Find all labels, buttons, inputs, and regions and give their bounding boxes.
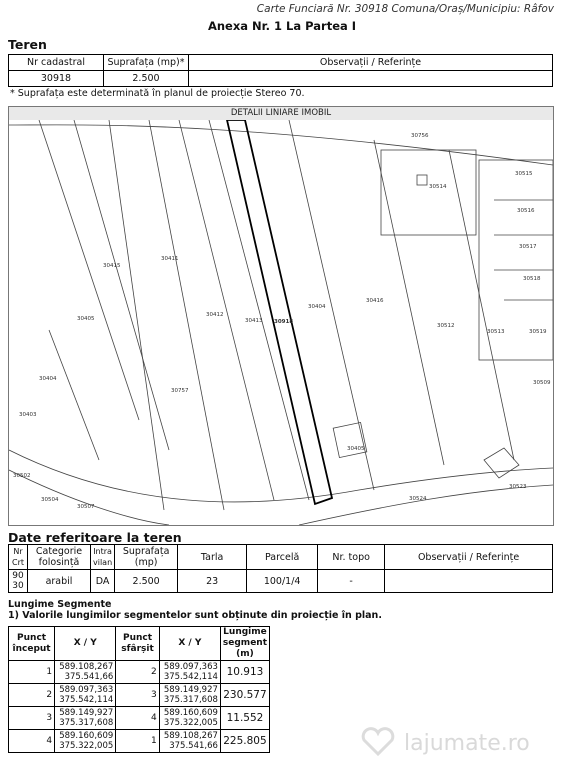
building-outline [417, 175, 427, 185]
watermark-text: lajumate.ro [404, 731, 530, 756]
parcel-boundary [449, 150, 514, 460]
cell-xy2: 589.097,363 375.542,114 [159, 661, 220, 684]
road-line [9, 125, 553, 165]
map-label: 30413 [245, 318, 263, 324]
table-header-row [9, 627, 270, 661]
cell-start: 2 [9, 684, 55, 707]
map-label: 30507 [77, 504, 95, 510]
col-nr-cadastral: Nr cadastral [9, 55, 104, 71]
parcel-30918-outline [227, 120, 332, 504]
annex-title: Anexa Nr. 1 La Partea I [207, 19, 357, 33]
cell-start: 4 [9, 730, 55, 753]
map-label: 30502 [13, 473, 31, 479]
cell-suprafata: 2.500 [104, 71, 189, 87]
header-reference: Carte Funciară Nr. 30918 Comuna/Oraș/Municipiu: Râfov [256, 3, 554, 15]
map-label: 30513 [487, 329, 505, 335]
parcel-boundary [39, 120, 139, 420]
map-label: 30504 [41, 497, 59, 503]
table-header-row [9, 55, 553, 71]
map-label: 30412 [206, 312, 224, 318]
map-label: 30404 [308, 304, 326, 310]
map-label: 30404 [39, 376, 57, 382]
col-punct-inceput: Punct început [9, 627, 55, 661]
surface-note: * Suprafața este determinată în planul de proiecție Stereo 70. [10, 88, 305, 99]
col-tarla: Tarla [178, 545, 247, 570]
cell-nr-topo: - [318, 570, 385, 593]
cell-length: 11.552 [220, 707, 269, 730]
map-label: 30512 [437, 323, 455, 329]
map-label: 30523 [509, 484, 527, 490]
cell-xy1: 589.097,363 375.542,114 [55, 684, 116, 707]
map-label: 30415 [103, 263, 121, 269]
map-label: 30515 [515, 171, 533, 177]
cell-observatii [385, 570, 553, 593]
col-observatii: Observații / Referințe [385, 545, 553, 570]
parcel-boundary [289, 120, 374, 490]
map-label: 30403 [19, 412, 37, 418]
col-categorie: Categorie folosință [28, 545, 91, 570]
cell-xy2: 589.149,927 375.317,608 [159, 684, 220, 707]
map-label: 30411 [161, 256, 179, 262]
teren-section-title: Teren [8, 37, 47, 52]
road-line [9, 470, 169, 525]
col-punct-sfarsit: Punct sfârșit [116, 627, 160, 661]
cell-length: 10.913 [220, 661, 269, 684]
building-outline [333, 422, 367, 457]
col-observatii: Observații / Referințe [189, 55, 553, 71]
cell-parcela: 100/1/4 [247, 570, 318, 593]
cell-end: 3 [116, 684, 160, 707]
road-line [299, 485, 553, 525]
parcel-boundary [74, 120, 169, 450]
parcel-map [8, 106, 554, 526]
map-label: 30405 [77, 316, 95, 322]
segments-subtitle: 1) Valorile lungimilor segmentelor sunt obținute din proiecție în plan. [8, 610, 382, 621]
parcel-boundary [49, 330, 99, 460]
map-label: 30516 [517, 208, 535, 214]
cell-end: 4 [116, 707, 160, 730]
table-row [9, 71, 553, 87]
teren-table [8, 54, 553, 87]
cell-categorie: arabil [28, 570, 91, 593]
land-data-table [8, 544, 553, 593]
cell-xy1: 589.149,927 375.317,608 [55, 707, 116, 730]
col-nr-topo: Nr. topo [318, 545, 385, 570]
table-row [9, 707, 270, 730]
map-label: 30509 [533, 380, 551, 386]
cell-nr-crt: 90 30 [9, 570, 28, 593]
parcel-30918-label: 30918 [274, 319, 294, 325]
map-title: DETALII LINIARE IMOBIL [9, 107, 553, 120]
table-header-row [9, 545, 553, 570]
parcel-boundary [109, 120, 164, 510]
map-label: 30517 [519, 244, 537, 250]
cell-length: 230.577 [220, 684, 269, 707]
col-suprafata: Suprafața (mp)* [104, 55, 189, 71]
segments-table [8, 626, 270, 753]
table-row [9, 570, 553, 593]
col-nr-crt: Nr Crt [9, 545, 28, 570]
building-outline [381, 150, 476, 235]
cadastral-plan [9, 120, 553, 525]
table-row [9, 730, 270, 753]
map-label: 30518 [523, 276, 541, 282]
date-section-title: Date referitoare la teren [8, 530, 182, 545]
map-label: 30405 [347, 446, 365, 452]
map-label: 30756 [411, 133, 429, 139]
col-xy-end: X / Y [159, 627, 220, 661]
cell-xy2: 589.160,609 375.322,005 [159, 707, 220, 730]
col-intravilan: Intra vilan [91, 545, 115, 570]
cell-length: 225.805 [220, 730, 269, 753]
map-label: 30514 [429, 184, 447, 190]
table-row [9, 661, 270, 684]
map-label: 30519 [529, 329, 547, 335]
cell-start: 1 [9, 661, 55, 684]
map-label: 30416 [366, 298, 384, 304]
col-xy-start: X / Y [55, 627, 116, 661]
parcel-boundary [179, 120, 274, 500]
cell-start: 3 [9, 707, 55, 730]
cell-intravilan: DA [91, 570, 115, 593]
building-outline [484, 448, 519, 478]
cell-end: 2 [116, 661, 160, 684]
road-line [9, 450, 553, 502]
col-suprafata: Suprafața (mp) [115, 545, 178, 570]
cell-tarla: 23 [178, 570, 247, 593]
table-row [9, 684, 270, 707]
cell-suprafata: 2.500 [115, 570, 178, 593]
col-lungime: Lungime segment (m) [220, 627, 269, 661]
segments-title: Lungime Segmente [8, 599, 112, 610]
cell-observatii [189, 71, 553, 87]
cell-xy2: 589.108,267 375.541,66 [159, 730, 220, 753]
map-label: 30757 [171, 388, 189, 394]
cell-nr-cadastral: 30918 [9, 71, 104, 87]
cell-xy1: 589.160,609 375.322,005 [55, 730, 116, 753]
cell-xy1: 589.108,267 375.541,66 [55, 661, 116, 684]
cell-end: 1 [116, 730, 160, 753]
col-parcela: Parcelă [247, 545, 318, 570]
map-label: 30524 [409, 496, 427, 502]
